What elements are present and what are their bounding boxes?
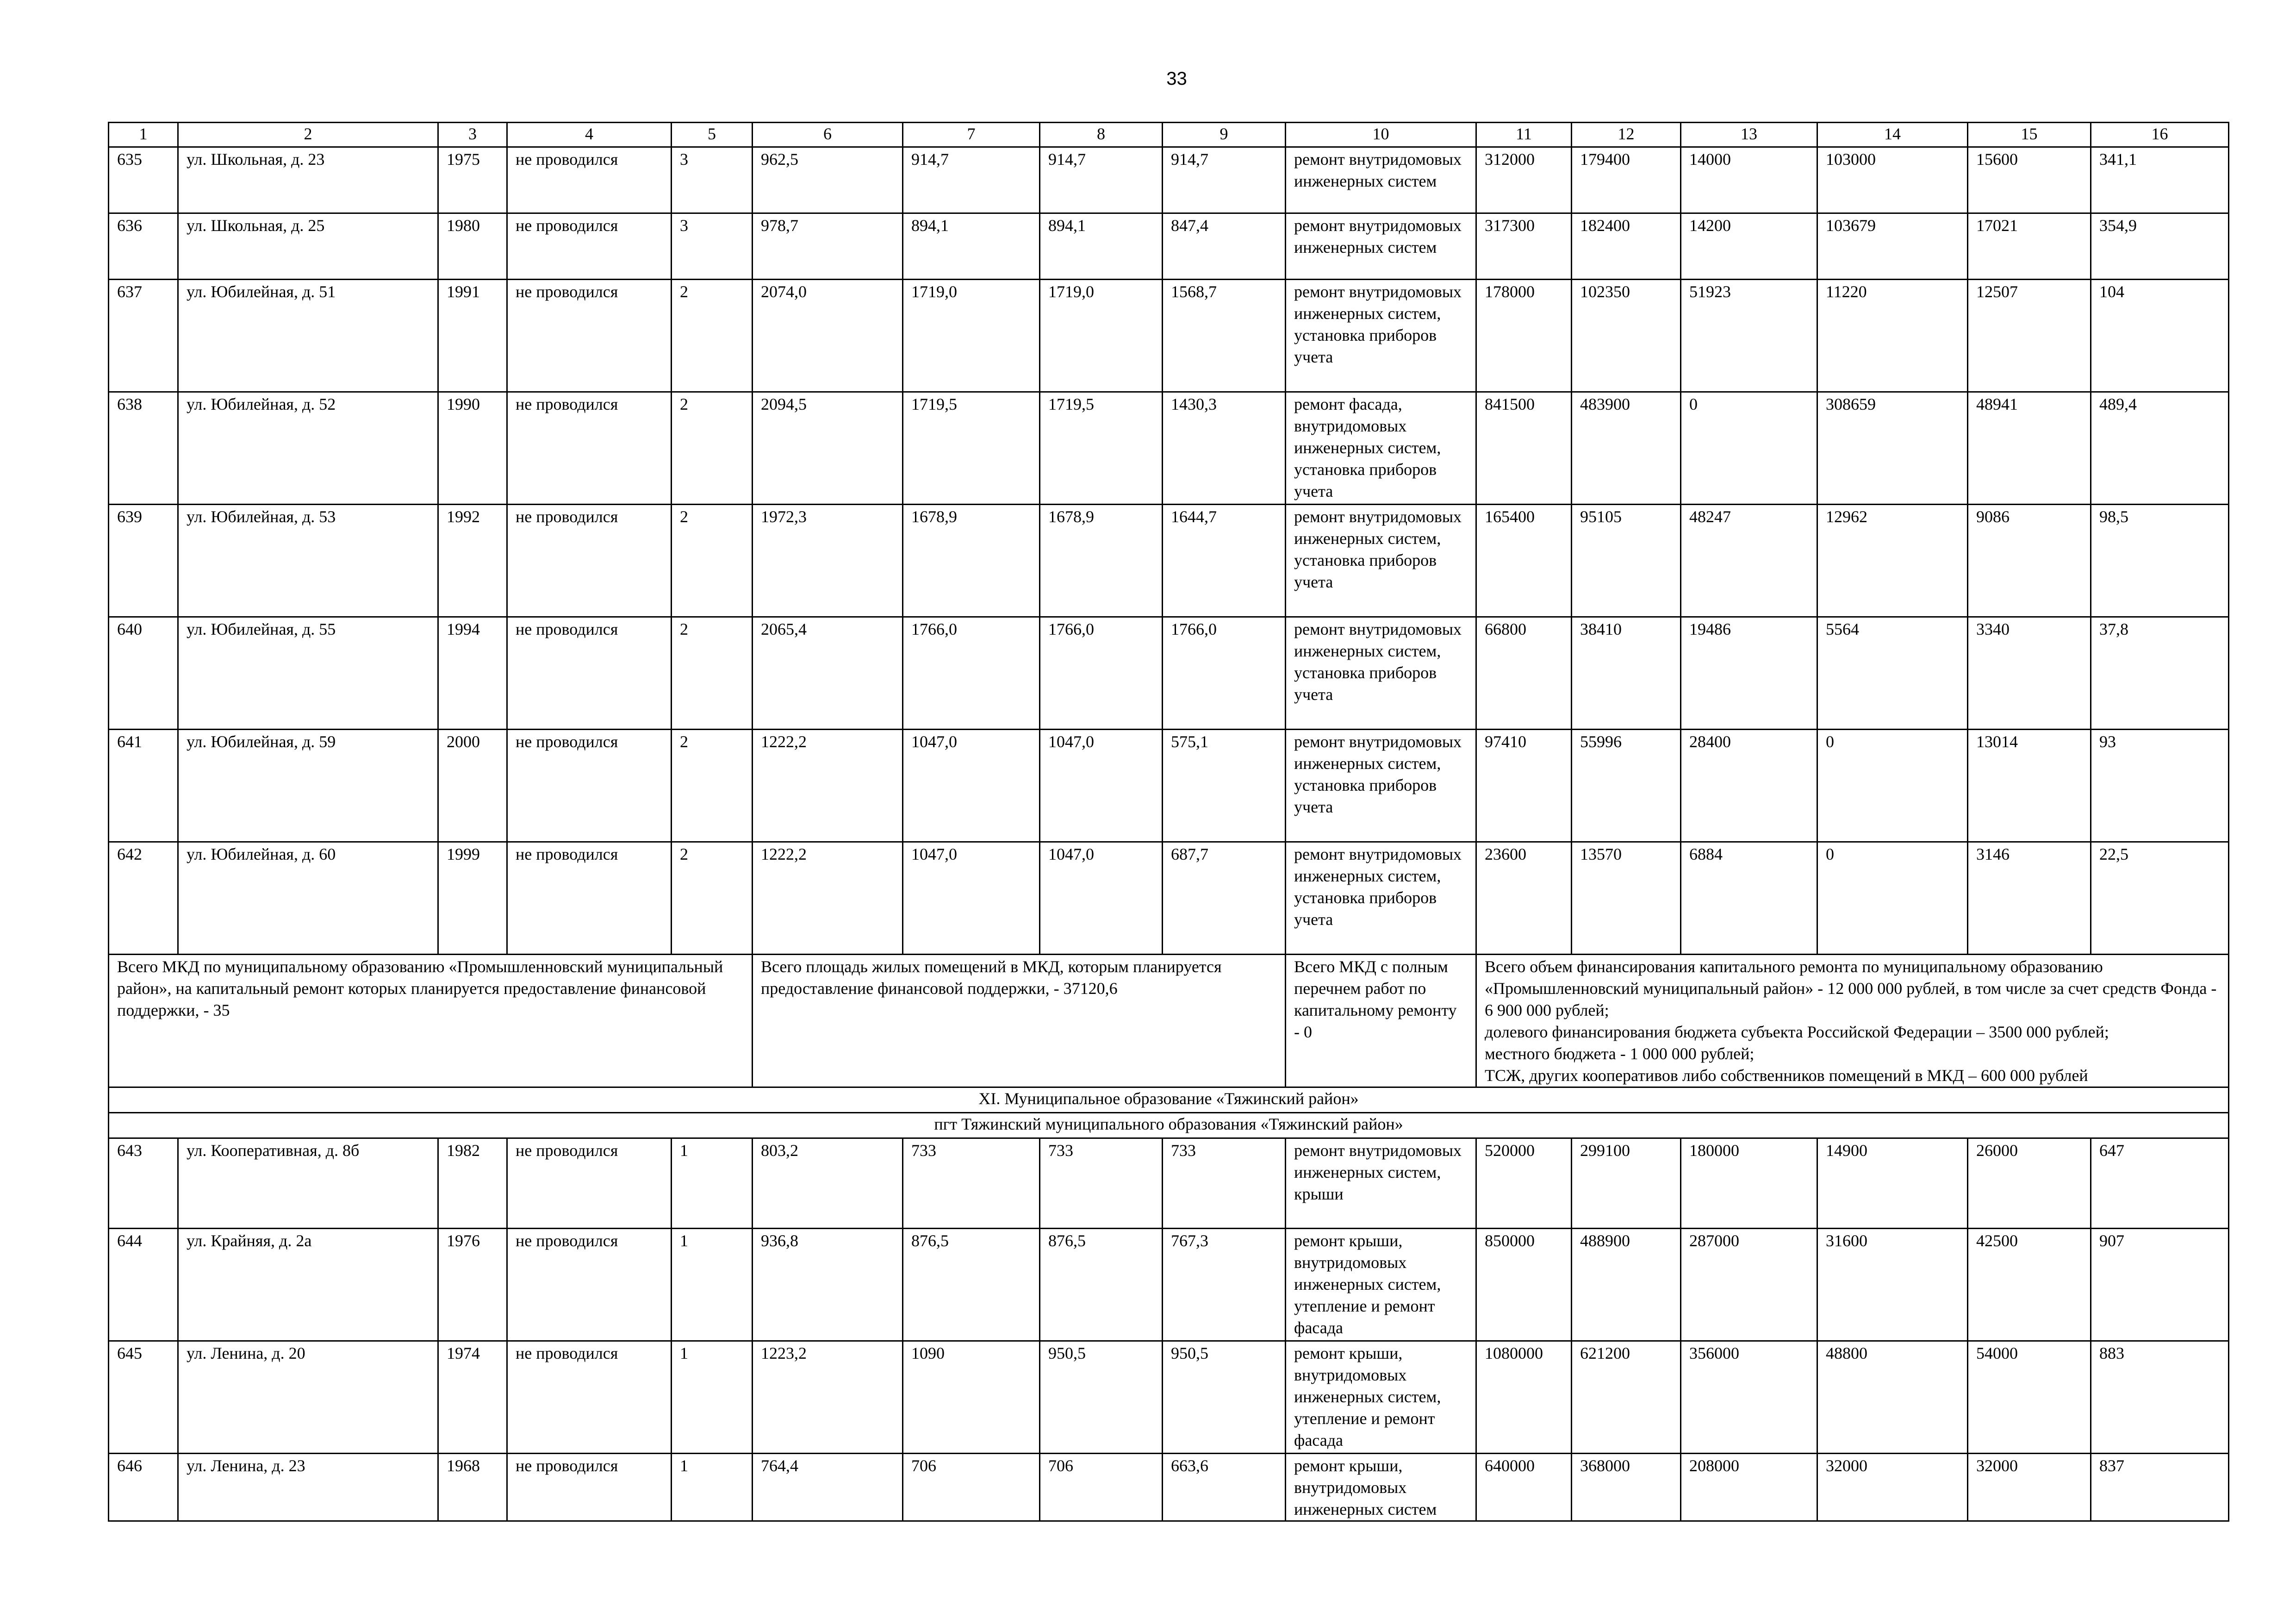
cell-c14: 11220 xyxy=(1817,280,1968,392)
cell-c12: 102350 xyxy=(1572,280,1681,392)
cell-num: 635 xyxy=(109,147,178,213)
cell-c15: 9086 xyxy=(1968,505,2091,617)
cell-c13: 6884 xyxy=(1681,842,1817,955)
cell-c11: 165400 xyxy=(1476,505,1572,617)
column-header-12: 12 xyxy=(1572,123,1681,147)
cell-c16: 22,5 xyxy=(2091,842,2229,955)
cell-floors: 3 xyxy=(672,147,753,213)
cell-area-c9: 1430,3 xyxy=(1163,392,1286,505)
cell-address: ул. Крайняя, д. 2а xyxy=(178,1229,438,1341)
cell-area-total: 764,4 xyxy=(753,1454,903,1521)
cell-area-total: 2074,0 xyxy=(753,280,903,392)
cell-floors: 2 xyxy=(672,280,753,392)
cell-area-c9: 950,5 xyxy=(1163,1341,1286,1454)
cell-num: 638 xyxy=(109,392,178,505)
cell-area-c9: 1568,7 xyxy=(1163,280,1286,392)
column-header-16: 16 xyxy=(2091,123,2229,147)
cell-work: ремонт внутридомовых инженерных систем, установка приборов учета xyxy=(1286,617,1476,730)
column-header-10: 10 xyxy=(1286,123,1476,147)
cell-c15: 13014 xyxy=(1968,730,2091,842)
cell-year: 1992 xyxy=(438,505,507,617)
cell-year: 1994 xyxy=(438,617,507,730)
summary-financing xyxy=(1476,955,2229,1087)
cell-c12: 488900 xyxy=(1572,1229,1681,1341)
cell-area-c7: 1047,0 xyxy=(903,730,1040,842)
cell-c15: 26000 xyxy=(1968,1138,2091,1229)
cell-c11: 317300 xyxy=(1476,213,1572,280)
cell-area-c9: 575,1 xyxy=(1163,730,1286,842)
cell-address: ул. Кооперативная, д. 8б xyxy=(178,1138,438,1229)
cell-c14: 31600 xyxy=(1817,1229,1968,1341)
cell-last-repair: не проводился xyxy=(507,213,672,280)
cell-area-c9: 733 xyxy=(1163,1138,1286,1229)
column-header-2: 2 xyxy=(178,123,438,147)
table-row xyxy=(109,213,2229,280)
cell-work: ремонт внутридомовых инженерных систем, установка приборов учета xyxy=(1286,730,1476,842)
cell-c12: 368000 xyxy=(1572,1454,1681,1521)
cell-c14: 5564 xyxy=(1817,617,1968,730)
cell-last-repair: не проводился xyxy=(507,280,672,392)
summary-area-total: Всего площадь жилых помещений в МКД, которым планируется предоставление финансовой поддержки, - 37120,6 xyxy=(753,955,1286,1087)
cell-floors: 2 xyxy=(672,617,753,730)
cell-c16: 489,4 xyxy=(2091,392,2229,505)
cell-c12: 621200 xyxy=(1572,1341,1681,1454)
cell-last-repair: не проводился xyxy=(507,1138,672,1229)
cell-area-total: 1222,2 xyxy=(753,842,903,955)
cell-c16: 883 xyxy=(2091,1341,2229,1454)
table-row xyxy=(109,1341,2229,1454)
cell-c14: 32000 xyxy=(1817,1454,1968,1521)
cell-floors: 2 xyxy=(672,505,753,617)
cell-last-repair: не проводился xyxy=(507,617,672,730)
cell-area-c8: 950,5 xyxy=(1040,1341,1163,1454)
cell-c16: 104 xyxy=(2091,280,2229,392)
cell-c12: 179400 xyxy=(1572,147,1681,213)
cell-floors: 2 xyxy=(672,730,753,842)
cell-floors: 1 xyxy=(672,1229,753,1341)
cell-area-c9: 1644,7 xyxy=(1163,505,1286,617)
cell-num: 646 xyxy=(109,1454,178,1521)
cell-c13: 287000 xyxy=(1681,1229,1817,1341)
cell-address: ул. Юбилейная, д. 59 xyxy=(178,730,438,842)
cell-area-c8: 914,7 xyxy=(1040,147,1163,213)
cell-c14: 0 xyxy=(1817,842,1968,955)
cell-work: ремонт внутридомовых инженерных систем, установка приборов учета xyxy=(1286,842,1476,955)
cell-last-repair: не проводился xyxy=(507,1229,672,1341)
cell-c13: 14000 xyxy=(1681,147,1817,213)
cell-area-c7: 1766,0 xyxy=(903,617,1040,730)
cell-area-c9: 847,4 xyxy=(1163,213,1286,280)
summary-full-list: Всего МКД с полным перечнем работ по капитальному ремонту - 0 xyxy=(1286,955,1476,1087)
table-row xyxy=(109,617,2229,730)
cell-c13: 356000 xyxy=(1681,1341,1817,1454)
cell-c11: 520000 xyxy=(1476,1138,1572,1229)
cell-num: 636 xyxy=(109,213,178,280)
cell-area-total: 803,2 xyxy=(753,1138,903,1229)
cell-work: ремонт крыши, внутридомовых инженерных систем, утепление и ремонт фасада xyxy=(1286,1229,1476,1341)
cell-c15: 54000 xyxy=(1968,1341,2091,1454)
cell-year: 1999 xyxy=(438,842,507,955)
cell-num: 642 xyxy=(109,842,178,955)
cell-floors: 2 xyxy=(672,392,753,505)
cell-year: 1991 xyxy=(438,280,507,392)
column-header-9: 9 xyxy=(1163,123,1286,147)
cell-area-c9: 687,7 xyxy=(1163,842,1286,955)
cell-c16: 37,8 xyxy=(2091,617,2229,730)
cell-c16: 647 xyxy=(2091,1138,2229,1229)
cell-address: ул. Ленина, д. 23 xyxy=(178,1454,438,1521)
cell-year: 1974 xyxy=(438,1341,507,1454)
cell-c11: 640000 xyxy=(1476,1454,1572,1521)
cell-work: ремонт крыши, внутридомовых инженерных систем xyxy=(1286,1454,1476,1521)
cell-area-c7: 1719,5 xyxy=(903,392,1040,505)
cell-area-total: 1222,2 xyxy=(753,730,903,842)
cell-work: ремонт внутридомовых инженерных систем xyxy=(1286,147,1476,213)
page-number: 33 xyxy=(1166,69,1187,89)
cell-c14: 48800 xyxy=(1817,1341,1968,1454)
cell-area-total: 2065,4 xyxy=(753,617,903,730)
table-row xyxy=(109,842,2229,955)
cell-c15: 12507 xyxy=(1968,280,2091,392)
table-row xyxy=(109,147,2229,213)
cell-area-c8: 1678,9 xyxy=(1040,505,1163,617)
table-row xyxy=(109,1454,2229,1521)
cell-work: ремонт внутридомовых инженерных систем, крыши xyxy=(1286,1138,1476,1229)
cell-c14: 12962 xyxy=(1817,505,1968,617)
cell-year: 1968 xyxy=(438,1454,507,1521)
cell-c16: 907 xyxy=(2091,1229,2229,1341)
cell-area-c7: 894,1 xyxy=(903,213,1040,280)
cell-area-c9: 1766,0 xyxy=(1163,617,1286,730)
cell-area-c8: 876,5 xyxy=(1040,1229,1163,1341)
cell-area-total: 2094,5 xyxy=(753,392,903,505)
cell-c14: 14900 xyxy=(1817,1138,1968,1229)
table-row xyxy=(109,505,2229,617)
cell-area-c9: 767,3 xyxy=(1163,1229,1286,1341)
cell-address: ул. Школьная, д. 23 xyxy=(178,147,438,213)
cell-c11: 841500 xyxy=(1476,392,1572,505)
cell-num: 644 xyxy=(109,1229,178,1341)
cell-work: ремонт внутридомовых инженерных систем xyxy=(1286,213,1476,280)
table-row xyxy=(109,280,2229,392)
cell-c11: 312000 xyxy=(1476,147,1572,213)
cell-c12: 13570 xyxy=(1572,842,1681,955)
cell-floors: 1 xyxy=(672,1454,753,1521)
cell-area-c7: 914,7 xyxy=(903,147,1040,213)
summary-financing-line-3: местного бюджета - 1 000 000 рублей; xyxy=(1485,1044,1755,1063)
cell-work: ремонт внутридомовых инженерных систем, установка приборов учета xyxy=(1286,505,1476,617)
cell-c11: 1080000 xyxy=(1476,1341,1572,1454)
cell-last-repair: не проводился xyxy=(507,392,672,505)
cell-address: ул. Ленина, д. 20 xyxy=(178,1341,438,1454)
capital-repair-table xyxy=(108,122,2229,1522)
column-header-11: 11 xyxy=(1476,123,1572,147)
cell-c14: 0 xyxy=(1817,730,1968,842)
cell-area-c7: 1719,0 xyxy=(903,280,1040,392)
column-header-5: 5 xyxy=(672,123,753,147)
section-title-text: XI. Муниципальное образование «Тяжинский район» xyxy=(109,1087,2229,1113)
cell-work: ремонт фасада, внутридомовых инженерных систем, установка приборов учета xyxy=(1286,392,1476,505)
cell-c15: 42500 xyxy=(1968,1229,2091,1341)
cell-c11: 850000 xyxy=(1476,1229,1572,1341)
cell-area-c7: 1090 xyxy=(903,1341,1040,1454)
cell-last-repair: не проводился xyxy=(507,147,672,213)
cell-area-total: 978,7 xyxy=(753,213,903,280)
summary-row xyxy=(109,955,2229,1087)
cell-area-c8: 894,1 xyxy=(1040,213,1163,280)
summary-mkd-count: Всего МКД по муниципальному образованию «Промышленновский муниципальный район», на капитальный ремонт которых планируется предоставление финансовой поддержки, - 35 xyxy=(109,955,753,1087)
cell-address: ул. Юбилейная, д. 51 xyxy=(178,280,438,392)
cell-last-repair: не проводился xyxy=(507,842,672,955)
cell-last-repair: не проводился xyxy=(507,730,672,842)
cell-address: ул. Школьная, д. 25 xyxy=(178,213,438,280)
cell-work: ремонт внутридомовых инженерных систем, установка приборов учета xyxy=(1286,280,1476,392)
column-header-1: 1 xyxy=(109,123,178,147)
cell-area-c8: 1719,0 xyxy=(1040,280,1163,392)
summary-financing-line-4: ТСЖ, других кооперативов либо собственников помещений в МКД – 600 000 рублей xyxy=(1485,1066,2088,1085)
cell-c16: 354,9 xyxy=(2091,213,2229,280)
cell-c15: 32000 xyxy=(1968,1454,2091,1521)
cell-last-repair: не проводился xyxy=(507,1341,672,1454)
cell-area-c7: 733 xyxy=(903,1138,1040,1229)
cell-area-c8: 1047,0 xyxy=(1040,730,1163,842)
cell-year: 1976 xyxy=(438,1229,507,1341)
cell-last-repair: не проводился xyxy=(507,505,672,617)
cell-year: 2000 xyxy=(438,730,507,842)
cell-c12: 299100 xyxy=(1572,1138,1681,1229)
cell-c11: 178000 xyxy=(1476,280,1572,392)
cell-c14: 308659 xyxy=(1817,392,1968,505)
cell-area-c8: 1719,5 xyxy=(1040,392,1163,505)
summary-financing-line-1: Всего объем финансирования капитального ремонта по муниципальному образованию «Промышленновский муниципальный район» - 12 000 000 рублей, в том числе за счет средств Фонда - 6 900 000 рублей; xyxy=(1485,957,2217,1019)
column-header-14: 14 xyxy=(1817,123,1968,147)
subsection-title-text: пгт Тяжинский муниципального образования «Тяжинский район» xyxy=(109,1113,2229,1138)
cell-c14: 103000 xyxy=(1817,147,1968,213)
cell-floors: 3 xyxy=(672,213,753,280)
cell-c12: 55996 xyxy=(1572,730,1681,842)
cell-c13: 51923 xyxy=(1681,280,1817,392)
cell-c15: 17021 xyxy=(1968,213,2091,280)
cell-c13: 14200 xyxy=(1681,213,1817,280)
cell-c15: 48941 xyxy=(1968,392,2091,505)
summary-financing-line-2: долевого финансирования бюджета субъекта Российской Федерации – 3500 000 рублей; xyxy=(1485,1023,2109,1041)
cell-c15: 3340 xyxy=(1968,617,2091,730)
cell-floors: 2 xyxy=(672,842,753,955)
cell-c16: 837 xyxy=(2091,1454,2229,1521)
cell-c13: 208000 xyxy=(1681,1454,1817,1521)
cell-area-total: 1972,3 xyxy=(753,505,903,617)
cell-address: ул. Юбилейная, д. 53 xyxy=(178,505,438,617)
cell-area-c7: 1047,0 xyxy=(903,842,1040,955)
column-header-4: 4 xyxy=(507,123,672,147)
cell-num: 639 xyxy=(109,505,178,617)
cell-floors: 1 xyxy=(672,1341,753,1454)
cell-c16: 98,5 xyxy=(2091,505,2229,617)
cell-year: 1975 xyxy=(438,147,507,213)
column-number-header xyxy=(109,123,2229,147)
cell-area-total: 936,8 xyxy=(753,1229,903,1341)
cell-work: ремонт крыши, внутридомовых инженерных систем, утепление и ремонт фасада xyxy=(1286,1341,1476,1454)
cell-area-c9: 663,6 xyxy=(1163,1454,1286,1521)
column-header-13: 13 xyxy=(1681,123,1817,147)
cell-floors: 1 xyxy=(672,1138,753,1229)
section-title xyxy=(109,1087,2229,1113)
cell-area-c8: 1047,0 xyxy=(1040,842,1163,955)
column-header-6: 6 xyxy=(753,123,903,147)
column-header-3: 3 xyxy=(438,123,507,147)
cell-c12: 182400 xyxy=(1572,213,1681,280)
cell-c13: 28400 xyxy=(1681,730,1817,842)
cell-address: ул. Юбилейная, д. 60 xyxy=(178,842,438,955)
cell-c12: 483900 xyxy=(1572,392,1681,505)
table-row xyxy=(109,1138,2229,1229)
cell-area-c7: 706 xyxy=(903,1454,1040,1521)
cell-area-c8: 1766,0 xyxy=(1040,617,1163,730)
column-header-7: 7 xyxy=(903,123,1040,147)
cell-area-c9: 914,7 xyxy=(1163,147,1286,213)
cell-year: 1982 xyxy=(438,1138,507,1229)
cell-num: 640 xyxy=(109,617,178,730)
column-header-8: 8 xyxy=(1040,123,1163,147)
cell-area-total: 1223,2 xyxy=(753,1341,903,1454)
cell-num: 645 xyxy=(109,1341,178,1454)
cell-c13: 0 xyxy=(1681,392,1817,505)
cell-area-c7: 1678,9 xyxy=(903,505,1040,617)
cell-num: 637 xyxy=(109,280,178,392)
cell-last-repair: не проводился xyxy=(507,1454,672,1521)
table-row xyxy=(109,392,2229,505)
table-row xyxy=(109,730,2229,842)
cell-c15: 3146 xyxy=(1968,842,2091,955)
cell-c11: 66800 xyxy=(1476,617,1572,730)
cell-year: 1980 xyxy=(438,213,507,280)
cell-num: 641 xyxy=(109,730,178,842)
table-row xyxy=(109,1229,2229,1341)
cell-area-c8: 706 xyxy=(1040,1454,1163,1521)
cell-c12: 95105 xyxy=(1572,505,1681,617)
cell-area-total: 962,5 xyxy=(753,147,903,213)
cell-area-c8: 733 xyxy=(1040,1138,1163,1229)
cell-address: ул. Юбилейная, д. 55 xyxy=(178,617,438,730)
cell-c12: 38410 xyxy=(1572,617,1681,730)
cell-c13: 180000 xyxy=(1681,1138,1817,1229)
cell-year: 1990 xyxy=(438,392,507,505)
cell-c16: 341,1 xyxy=(2091,147,2229,213)
column-header-15: 15 xyxy=(1968,123,2091,147)
cell-c15: 15600 xyxy=(1968,147,2091,213)
subsection-title xyxy=(109,1113,2229,1138)
cell-c13: 48247 xyxy=(1681,505,1817,617)
cell-c14: 103679 xyxy=(1817,213,1968,280)
cell-c13: 19486 xyxy=(1681,617,1817,730)
cell-c11: 97410 xyxy=(1476,730,1572,842)
cell-num: 643 xyxy=(109,1138,178,1229)
cell-area-c7: 876,5 xyxy=(903,1229,1040,1341)
cell-c16: 93 xyxy=(2091,730,2229,842)
cell-address: ул. Юбилейная, д. 52 xyxy=(178,392,438,505)
cell-c11: 23600 xyxy=(1476,842,1572,955)
